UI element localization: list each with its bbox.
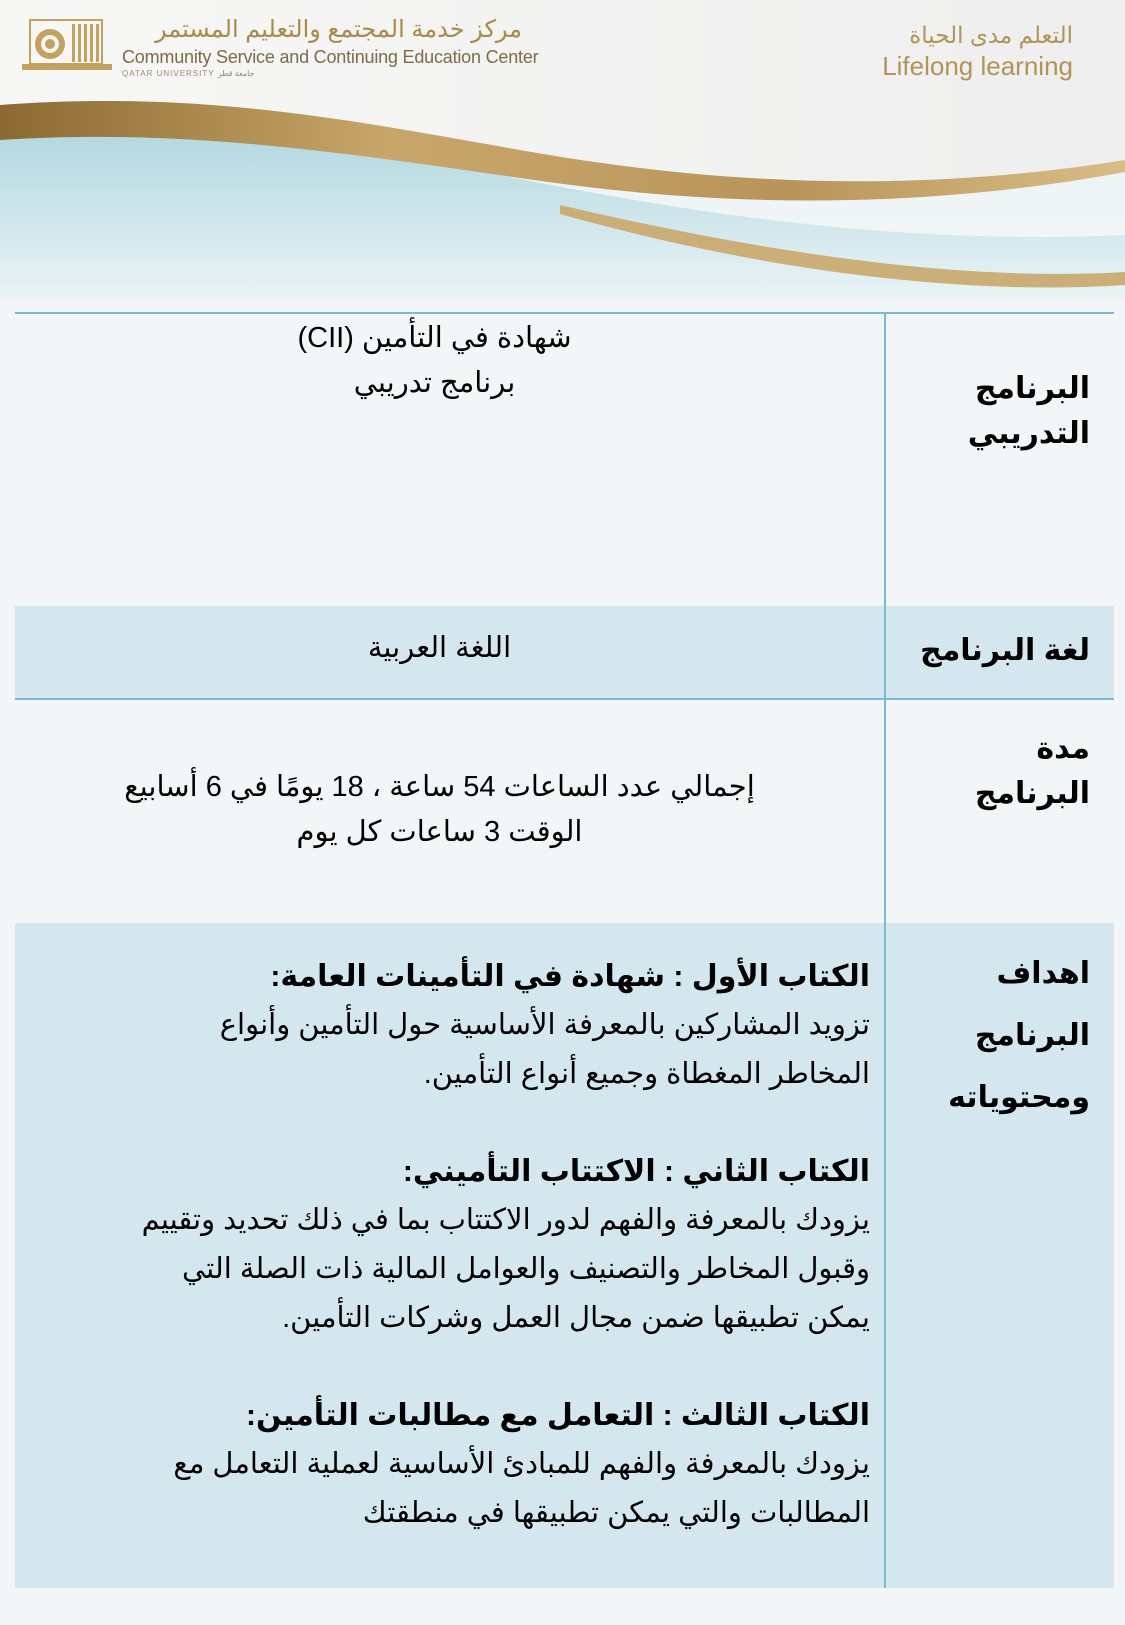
duration-hours: إجمالي عدد الساعات 54 ساعة ، 18 يومًا في 6 أسابيع (124, 771, 755, 803)
lifelong-learning-tagline (882, 20, 1073, 82)
program-label: البرنامج التدريبي (884, 314, 1114, 606)
language-label: لغة البرنامج (884, 606, 1114, 698)
book-1-title: الكتاب الأول : شهادة في التأمينات العامة: (270, 960, 870, 993)
language-value: اللغة العربية (367, 632, 512, 664)
tagline-arabic: التعلم مدى الحياة (909, 22, 1073, 48)
university-name (122, 68, 538, 80)
duration-daily-time: الوقت 3 ساعات كل يوم (296, 816, 583, 848)
center-name-arabic: مركز خدمة المجتمع والتعليم المستمر (154, 16, 522, 43)
objectives-label: اهداف البرنامج ومحتوياته (884, 923, 1114, 1588)
university-name-english: QATAR UNIVERSITY (122, 69, 215, 78)
duration-value (15, 698, 884, 923)
book-3: الكتاب الثالث : التعامل مع مطالبات التأمين: يزودك بالمعرفة والفهم للمبادئ الأساسية لعملية التعامل مع المطالبات والتي يمكن تطبيقها في منطقتك (27, 1392, 870, 1538)
tagline-english: Lifelong learning (882, 51, 1073, 81)
program-type: برنامج تدريبي (353, 367, 516, 399)
program-title: شهادة في التأمين (CII) (297, 322, 572, 354)
center-emblem-icon (20, 14, 114, 76)
book-1: الكتاب الأول : شهادة في التأمينات العامة: تزويد المشاركين بالمعرفة الأساسية حول التأمين وأنواع المخاطر المغطاة وجميع أنواع التأمين. (27, 953, 870, 1099)
book-3-title: الكتاب الثالث : التعامل مع مطالبات التأمين: (246, 1399, 870, 1432)
page-header (0, 0, 1125, 300)
program-row (15, 314, 1114, 608)
objectives-content (15, 923, 884, 1588)
program-info-table (15, 312, 1114, 1588)
language-row (15, 606, 1114, 700)
book-2-title: الكتاب الثاني : الاكتتاب التأميني: (402, 1155, 870, 1188)
objectives-row (15, 923, 1114, 1588)
duration-label: مدة البرنامج (884, 698, 1114, 923)
program-value (15, 314, 884, 606)
center-logo (20, 14, 539, 84)
university-name-arabic: جامعة قطر (217, 69, 255, 78)
center-name-english: Community Service and Continuing Education Center (122, 47, 539, 67)
duration-row (15, 698, 1114, 923)
book-2: الكتاب الثاني : الاكتتاب التأميني: يزودك بالمعرفة والفهم لدور الاكتتاب بما في ذلك تحديد وتقييم وقبول المخاطر والتصنيف والعوامل المالية ذات الصلة التي يمكن تطبيقها ضمن مجال العمل وشركات التأمين. (27, 1148, 870, 1343)
